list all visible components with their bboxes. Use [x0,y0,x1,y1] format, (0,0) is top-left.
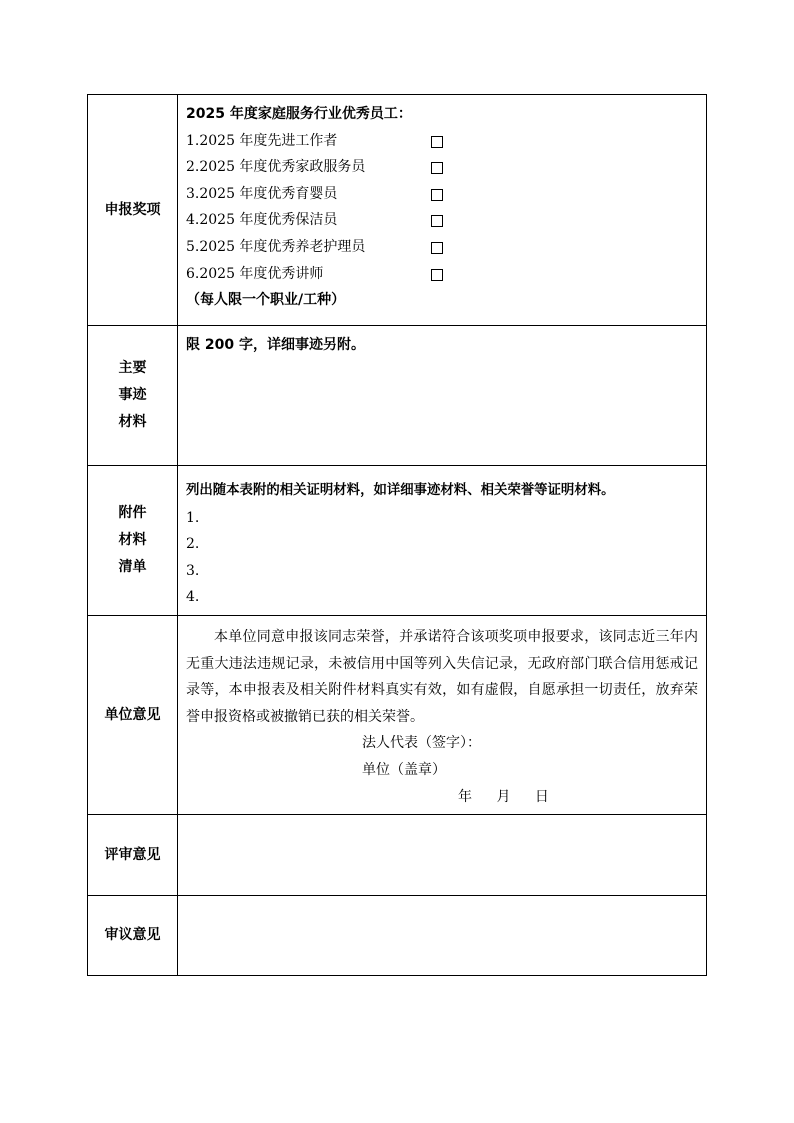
application-form-table [87,94,707,976]
award-option-5[interactable] [186,234,698,261]
date-year: 年 [458,788,472,805]
award-option-label: 2.2025 年度优秀家政服务员 [186,159,366,176]
unit-opinion-label: 单位意见 [88,616,178,815]
award-option-4[interactable] [186,207,698,234]
award-option-checkbox[interactable] [431,189,443,201]
award-option-checkbox[interactable] [431,242,443,254]
award-option-label: 4.2025 年度优秀保洁员 [186,212,338,229]
deliberation-opinion-label: 审议意见 [88,896,178,976]
review-opinion-label: 评审意见 [88,815,178,896]
attachments-note: 列出随本表附的相关证明材料，如详细事迹材料、相关荣誉等证明材料。 [186,483,615,498]
unit-opinion-field[interactable] [178,616,707,815]
attachment-item: 3. [186,562,200,579]
attachment-item: 1. [186,509,200,526]
deeds-note: 限 200 字，详细事迹另附。 [186,337,365,353]
award-heading: 2025 年度家庭服务行业优秀员工： [186,106,412,122]
award-option-2[interactable] [186,154,698,181]
award-option-checkbox[interactable] [431,136,443,148]
deeds-label-line: 事迹 [118,387,147,403]
award-option-6[interactable] [186,261,698,288]
attachments-row [88,466,707,616]
attachments-label-line: 材料 [118,532,147,548]
award-option-1[interactable] [186,128,698,155]
award-option-checkbox[interactable] [431,215,443,227]
review-opinion-field[interactable] [178,815,707,896]
date-day: 日 [534,788,549,805]
award-option-label: 5.2025 年度优秀养老护理员 [186,238,366,255]
deliberation-opinion-field[interactable] [178,896,707,976]
attachments-label-line: 清单 [118,559,147,575]
award-option-label: 6.2025 年度优秀讲师 [186,265,324,282]
deeds-row [88,326,707,466]
unit-seal: 单位（盖章） [362,761,446,778]
award-content [178,95,707,326]
deeds-field[interactable] [178,326,707,466]
award-option-checkbox[interactable] [431,269,443,281]
attachment-item: 4. [186,589,200,606]
deliberation-opinion-row [88,896,707,976]
review-opinion-row [88,815,707,896]
signing-date [186,784,698,811]
award-option-checkbox[interactable] [431,162,443,174]
attachments-label-line: 附件 [118,505,147,521]
deeds-label-line: 主要 [118,360,147,376]
award-note: （每人限一个职业/工种） [186,292,346,309]
award-option-label: 1.2025 年度先进工作者 [186,132,338,149]
attachment-item: 2. [186,536,200,553]
unit-opinion-text: 本单位同意申报该同志荣誉，并承诺符合该项奖项申报要求，该同志近三年内无重大违法违规记录，未被信用中国等列入失信记录，无政府部门联合信用惩戒记录等，本申报表及相关附件材料真实有效，如有虚假，自愿承担一切责任，放弃荣誉申报资格或被撤销已获的相关荣誉。 [186,629,698,725]
award-label: 申报奖项 [88,95,178,326]
legal-representative-signature: 法人代表（签字）： [362,735,481,752]
award-row [88,95,707,326]
deeds-label-line: 材料 [118,414,147,430]
attachments-field[interactable] [178,466,707,616]
deeds-label [88,326,178,466]
award-option-3[interactable] [186,181,698,208]
award-option-label: 3.2025 年度优秀育婴员 [186,185,338,202]
unit-opinion-row [88,616,707,815]
date-month: 月 [496,788,511,805]
attachments-label [88,466,178,616]
